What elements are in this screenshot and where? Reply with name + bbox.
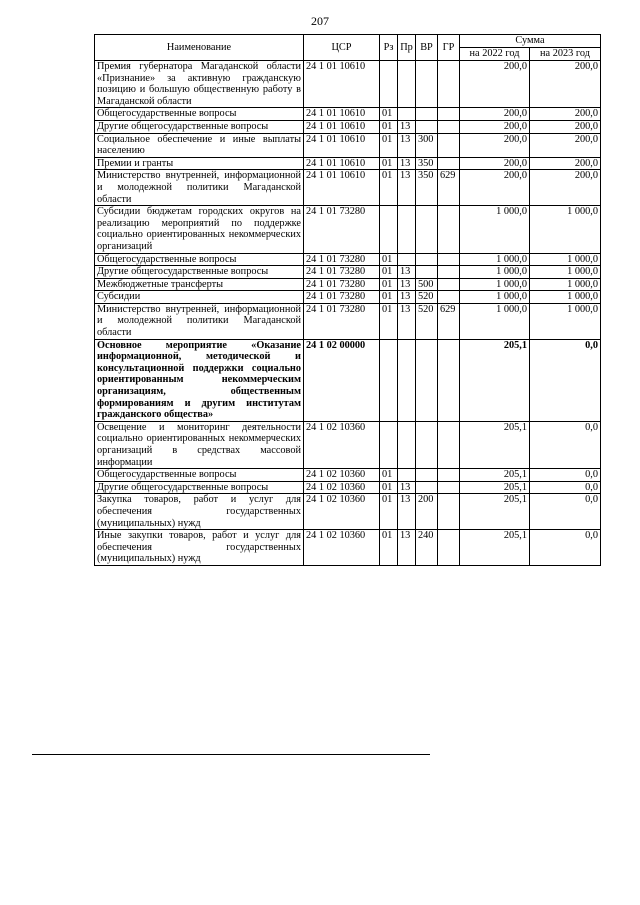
row-csr: 24 1 01 10610 [304, 157, 380, 170]
row-sum-2023: 0,0 [530, 339, 601, 421]
row-name: Другие общегосударственные вопросы [95, 481, 304, 494]
header-gr: ГР [438, 35, 460, 61]
row-vr: 350 [416, 157, 438, 170]
header-year-2022: на 2022 год [460, 48, 530, 61]
row-vr [416, 266, 438, 279]
row-pr [398, 206, 416, 253]
row-pr: 13 [398, 291, 416, 304]
table-row [95, 253, 601, 266]
row-name: Межбюджетные трансферты [95, 278, 304, 291]
table-row [95, 303, 601, 339]
row-vr: 240 [416, 530, 438, 566]
row-csr: 24 1 01 10610 [304, 170, 380, 206]
row-vr [416, 108, 438, 121]
row-sum-2022: 205,1 [460, 469, 530, 482]
row-rz: 01 [380, 303, 398, 339]
table-row [95, 469, 601, 482]
row-gr [438, 481, 460, 494]
row-sum-2022: 200,0 [460, 108, 530, 121]
row-sum-2023: 1 000,0 [530, 206, 601, 253]
row-csr: 24 1 01 10610 [304, 61, 380, 108]
row-name: Субсидии [95, 291, 304, 304]
row-csr: 24 1 02 10360 [304, 421, 380, 468]
row-gr [438, 469, 460, 482]
row-csr: 24 1 01 73280 [304, 303, 380, 339]
row-gr [438, 266, 460, 279]
table-row [95, 291, 601, 304]
row-rz: 01 [380, 253, 398, 266]
row-name: Другие общегосударственные вопросы [95, 266, 304, 279]
row-sum-2023: 0,0 [530, 494, 601, 530]
row-csr: 24 1 02 10360 [304, 530, 380, 566]
row-pr [398, 253, 416, 266]
row-rz: 01 [380, 108, 398, 121]
row-sum-2023: 0,0 [530, 481, 601, 494]
row-pr: 13 [398, 481, 416, 494]
row-rz: 01 [380, 494, 398, 530]
row-sum-2023: 1 000,0 [530, 291, 601, 304]
row-vr [416, 421, 438, 468]
row-vr: 520 [416, 303, 438, 339]
row-sum-2022: 1 000,0 [460, 303, 530, 339]
row-gr [438, 108, 460, 121]
row-sum-2022: 1 000,0 [460, 206, 530, 253]
row-sum-2023: 0,0 [530, 530, 601, 566]
row-sum-2023: 0,0 [530, 421, 601, 468]
table-row [95, 120, 601, 133]
row-vr: 200 [416, 494, 438, 530]
row-vr [416, 206, 438, 253]
budget-table [94, 34, 601, 566]
row-rz: 01 [380, 530, 398, 566]
row-csr: 24 1 01 73280 [304, 278, 380, 291]
row-gr [438, 278, 460, 291]
table-row [95, 494, 601, 530]
row-vr [416, 469, 438, 482]
row-rz: 01 [380, 120, 398, 133]
table-row [95, 278, 601, 291]
row-sum-2022: 200,0 [460, 170, 530, 206]
row-sum-2023: 1 000,0 [530, 253, 601, 266]
row-csr: 24 1 01 10610 [304, 108, 380, 121]
row-pr: 13 [398, 266, 416, 279]
row-csr: 24 1 02 10360 [304, 481, 380, 494]
table-row [95, 133, 601, 157]
table-row [95, 157, 601, 170]
header-pr: Пр [398, 35, 416, 61]
row-gr: 629 [438, 170, 460, 206]
row-csr: 24 1 01 73280 [304, 206, 380, 253]
row-pr [398, 421, 416, 468]
row-pr: 13 [398, 303, 416, 339]
row-vr: 520 [416, 291, 438, 304]
row-name: Премии и гранты [95, 157, 304, 170]
row-gr: 629 [438, 303, 460, 339]
row-vr [416, 481, 438, 494]
row-rz [380, 421, 398, 468]
row-sum-2023: 200,0 [530, 133, 601, 157]
row-gr [438, 157, 460, 170]
row-sum-2022: 205,1 [460, 530, 530, 566]
row-name: Общегосударственные вопросы [95, 108, 304, 121]
row-sum-2023: 1 000,0 [530, 303, 601, 339]
header-rz: Рз [380, 35, 398, 61]
row-sum-2022: 205,1 [460, 494, 530, 530]
page-number: 207 [311, 14, 329, 28]
table-row [95, 170, 601, 206]
row-pr: 13 [398, 170, 416, 206]
row-vr: 300 [416, 133, 438, 157]
row-sum-2022: 200,0 [460, 120, 530, 133]
table-row [95, 266, 601, 279]
row-rz: 01 [380, 291, 398, 304]
row-sum-2023: 1 000,0 [530, 278, 601, 291]
row-gr [438, 253, 460, 266]
row-sum-2023: 200,0 [530, 170, 601, 206]
table-row [95, 339, 601, 421]
row-sum-2022: 200,0 [460, 61, 530, 108]
row-sum-2023: 0,0 [530, 469, 601, 482]
row-sum-2022: 1 000,0 [460, 278, 530, 291]
row-rz: 01 [380, 157, 398, 170]
row-gr [438, 120, 460, 133]
footer-rule [32, 754, 430, 755]
row-sum-2022: 205,1 [460, 421, 530, 468]
row-sum-2023: 200,0 [530, 61, 601, 108]
row-gr [438, 61, 460, 108]
row-vr [416, 339, 438, 421]
row-sum-2022: 1 000,0 [460, 291, 530, 304]
row-gr [438, 133, 460, 157]
row-rz: 01 [380, 133, 398, 157]
row-name: Министерство внутренней, информационной и молодежной политики Магаданской области [95, 303, 304, 339]
row-sum-2022: 1 000,0 [460, 253, 530, 266]
row-pr: 13 [398, 120, 416, 133]
row-csr: 24 1 01 73280 [304, 291, 380, 304]
header-vr: ВР [416, 35, 438, 61]
header-name: Наименование [95, 35, 304, 61]
row-csr: 24 1 01 10610 [304, 120, 380, 133]
row-pr: 13 [398, 133, 416, 157]
row-sum-2022: 205,1 [460, 481, 530, 494]
row-name: Премия губернатора Магаданской области «Признание» за активную гражданскую позицию и большую общественную работу в Магаданской области [95, 61, 304, 108]
row-gr [438, 339, 460, 421]
header-year-2023: на 2023 год [530, 48, 601, 61]
row-csr: 24 1 02 10360 [304, 494, 380, 530]
row-sum-2023: 1 000,0 [530, 266, 601, 279]
row-gr [438, 206, 460, 253]
row-name: Общегосударственные вопросы [95, 469, 304, 482]
table-row [95, 481, 601, 494]
row-pr [398, 108, 416, 121]
row-name: Социальное обеспечение и иные выплаты населению [95, 133, 304, 157]
row-rz [380, 206, 398, 253]
table-row [95, 206, 601, 253]
row-vr: 500 [416, 278, 438, 291]
row-csr: 24 1 01 73280 [304, 253, 380, 266]
row-sum-2023: 200,0 [530, 108, 601, 121]
row-rz: 01 [380, 481, 398, 494]
row-gr [438, 291, 460, 304]
table-row [95, 108, 601, 121]
row-vr [416, 253, 438, 266]
row-vr [416, 120, 438, 133]
row-sum-2022: 205,1 [460, 339, 530, 421]
row-name: Другие общегосударственные вопросы [95, 120, 304, 133]
row-rz: 01 [380, 266, 398, 279]
row-rz [380, 339, 398, 421]
header-csr: ЦСР [304, 35, 380, 61]
row-name: Закупка товаров, работ и услуг для обеспечения государственных (муниципальных) нужд [95, 494, 304, 530]
row-name: Общегосударственные вопросы [95, 253, 304, 266]
row-pr: 13 [398, 530, 416, 566]
row-vr [416, 61, 438, 108]
row-rz: 01 [380, 170, 398, 206]
row-pr [398, 339, 416, 421]
row-rz: 01 [380, 278, 398, 291]
row-pr: 13 [398, 278, 416, 291]
row-rz [380, 61, 398, 108]
header-sum: Сумма [460, 35, 601, 48]
row-pr [398, 61, 416, 108]
table-row [95, 530, 601, 566]
row-name: Освещение и мониторинг деятельности социально ориентированных некоммерческих организаций в средствах массовой информации [95, 421, 304, 468]
row-name: Основное мероприятие «Оказание информационной, методической и консультационной поддержки социально ориентированным некоммерческим организациям, общественным формированиям и другим институтам гражданского общества» [95, 339, 304, 421]
row-csr: 24 1 02 10360 [304, 469, 380, 482]
row-pr: 13 [398, 494, 416, 530]
row-name: Министерство внутренней, информационной и молодежной политики Магаданской области [95, 170, 304, 206]
row-gr [438, 530, 460, 566]
row-gr [438, 421, 460, 468]
row-gr [438, 494, 460, 530]
row-sum-2022: 200,0 [460, 157, 530, 170]
row-name: Субсидии бюджетам городских округов на реализацию мероприятий по поддержке социально ориентированных некоммерческих организаций [95, 206, 304, 253]
table-row [95, 421, 601, 468]
row-sum-2022: 200,0 [460, 133, 530, 157]
row-sum-2023: 200,0 [530, 120, 601, 133]
row-vr: 350 [416, 170, 438, 206]
row-name: Иные закупки товаров, работ и услуг для обеспечения государственных (муниципальных) нужд [95, 530, 304, 566]
row-sum-2023: 200,0 [530, 157, 601, 170]
row-rz: 01 [380, 469, 398, 482]
row-pr [398, 469, 416, 482]
row-csr: 24 1 01 73280 [304, 266, 380, 279]
row-sum-2022: 1 000,0 [460, 266, 530, 279]
row-csr: 24 1 01 10610 [304, 133, 380, 157]
row-pr: 13 [398, 157, 416, 170]
row-csr: 24 1 02 00000 [304, 339, 380, 421]
table-row [95, 61, 601, 108]
